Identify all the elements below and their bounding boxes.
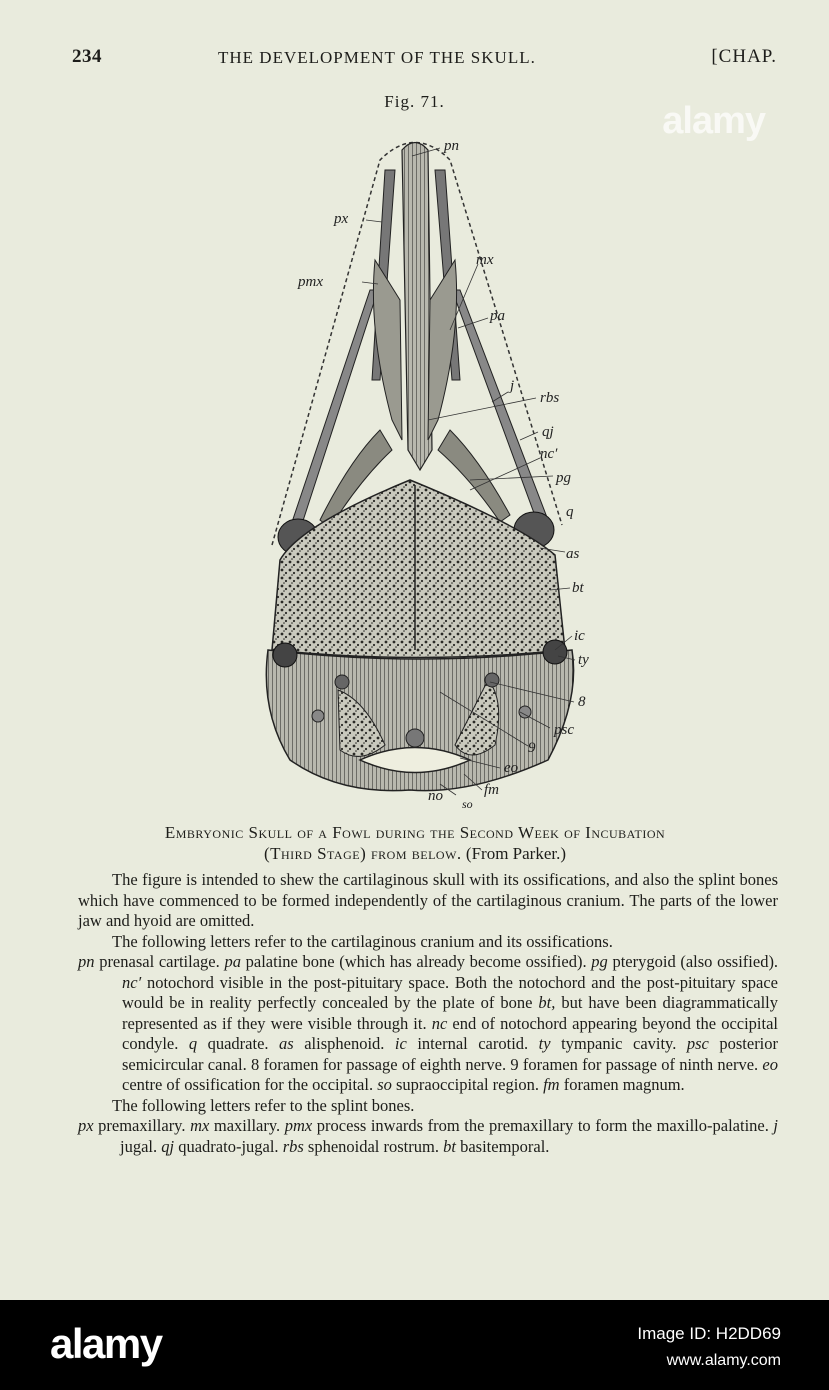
splint-heading: The following letters refer to the splint bones.	[112, 1095, 415, 1115]
occipital-condyle	[406, 729, 424, 747]
label-px: px	[334, 211, 349, 227]
palatine-left	[373, 260, 402, 440]
label-so: so	[462, 797, 473, 811]
label-nc: nc′	[540, 446, 558, 462]
label-j: j	[510, 378, 515, 394]
alamy-logo: alamy	[50, 1320, 162, 1367]
label-qj: qj	[542, 424, 554, 440]
watermark-logo: alamy	[662, 100, 765, 142]
running-header	[72, 46, 777, 76]
label-eo: eo	[504, 760, 519, 776]
skull-illustration	[0, 130, 829, 820]
cartilage-heading: The following letters refer to the cartilaginous cranium and its ossifications.	[112, 931, 613, 951]
prenasal-cartilage	[402, 143, 432, 471]
splint-legend: px premaxillary. mx maxillary. pmx process inwards from the premaxillary to form the maxillo-palatine. j jugal. qj quadrato-jugal. rbs sphenoidal rostrum. bt basitemporal.	[78, 1116, 779, 1156]
label-pn: pn	[444, 138, 459, 154]
basitemporal-plate	[272, 480, 565, 658]
label-bt: bt	[572, 580, 584, 596]
label-8: 8	[578, 694, 586, 710]
label-psc: psc	[554, 722, 574, 738]
stock-footer	[0, 1300, 829, 1390]
label-pa: pa	[490, 308, 505, 324]
chapter-marker: [CHAP.	[711, 46, 777, 67]
figure-explanation	[78, 870, 778, 1157]
intro-paragraph: The figure is intended to shew the cartilaginous skull with its ossifications, and also the splint bones which have commenced to be formed independently of the cartilaginous cranium. The parts of the lower jaw and hyoid are omitted.	[78, 870, 778, 930]
image-id: Image ID: H2DD69	[637, 1324, 781, 1343]
label-ty: ty	[578, 652, 589, 668]
palatine-right	[428, 260, 457, 440]
label-mx: mx	[476, 252, 494, 268]
label-no: no	[428, 788, 443, 804]
label-pmx: pmx	[298, 274, 323, 290]
site-url[interactable]: www.alamy.com	[666, 1352, 781, 1369]
label-ic: ic	[574, 628, 585, 644]
label-as: as	[566, 546, 580, 562]
label-9: 9	[528, 740, 536, 756]
figure-label: Fig. 71.	[384, 92, 445, 111]
page-number: 234	[72, 46, 102, 67]
cartilage-legend: pn prenasal cartilage. pa palatine bone (which has already become ossified). pg pterygoid (also ossified). nc′ notochord visible in the post-pituitary space. Both the notochord and the post-pituitary space would be in reality perfectly concealed by the plate of bone bt, but have been diagrammatically represented as if they were visible through it. nc end of notochord appearing beyond the occipital condyle. q quadrate. as alisphenoid. ic internal carotid. ty tympanic cavity. psc posterior semicircular canal. 8 foramen for passage of eighth nerve. 9 foramen for passage of ninth nerve. eo centre of ossification for the occipital. so supraoccipital region. fm foramen magnum.	[78, 952, 779, 1094]
label-q: q	[566, 504, 574, 520]
figure-caption	[60, 822, 770, 864]
running-title: THE DEVELOPMENT OF THE SKULL.	[218, 48, 536, 67]
label-pg: pg	[556, 470, 571, 486]
caption-line-1: Embryonic Skull of a Fowl during the Second Week of Incubation	[164, 823, 666, 842]
label-rbs: rbs	[540, 390, 560, 406]
caption-line-2: (Third Stage) from below. (From Parker.)	[263, 844, 567, 863]
label-fm: fm	[484, 782, 499, 798]
